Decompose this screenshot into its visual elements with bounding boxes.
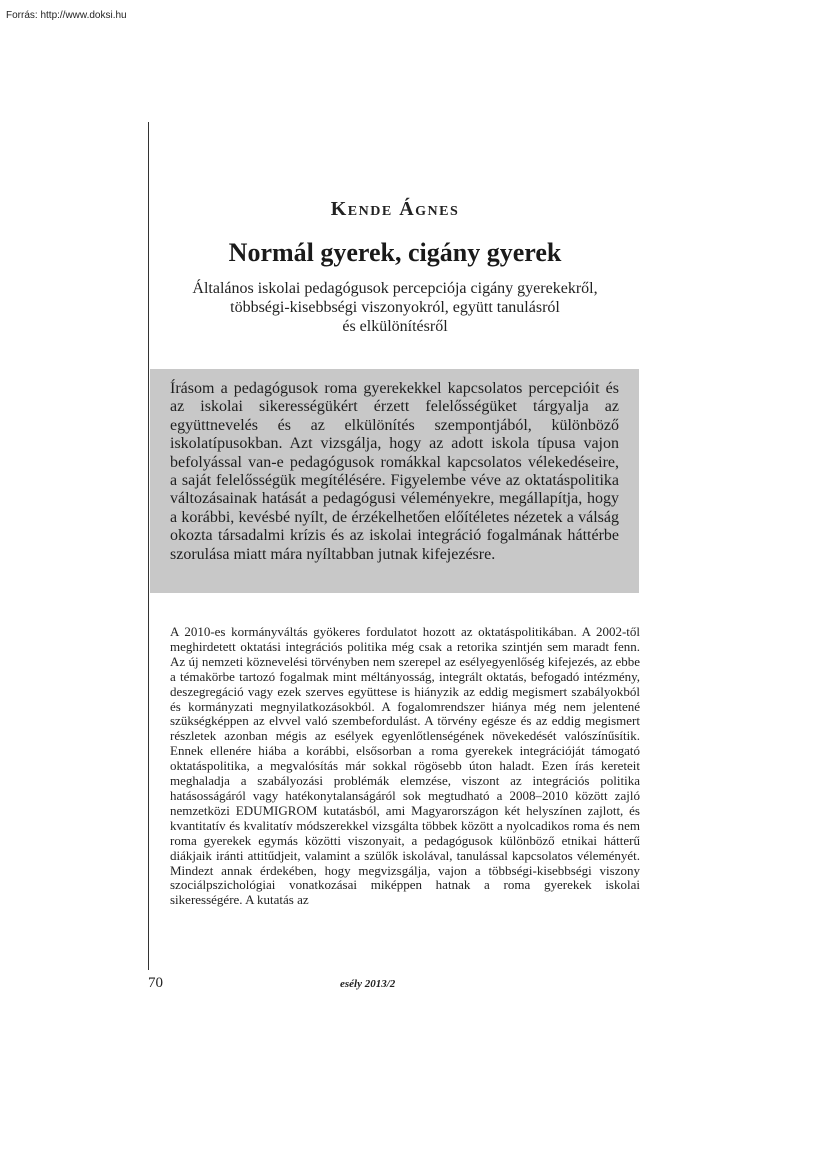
abstract-text: Írásom a pedagógusok roma gyerekekkel kapcsolatos percepcióit és az iskolai sikerességükért érzett felelősségüket tárgyalja az együttnevelés és az elkülönítés szempontjából, különböző iskolatípusokban. Azt vizsgálja, hogy az adott iskola típusa vajon befolyással van-e pedagógusok romákkal kapcsolatos vélekedéseire, a saját felelősségük megítélésére. Figyelembe véve az oktatáspolitika változásainak hatását a pedagógusi véleményekre, megállapítja, hogy a korábbi, kevésbé nyílt, de érzékelhetően előítéletes nézetek a válság okozta társadalmi krízis és az iskolai integráció fogalmának háttérbe szorulása miatt mára nyíltabban jutnak kifejezésre. xyxy=(170,380,619,563)
article-title: Normál gyerek, cigány gyerek xyxy=(228,238,562,267)
body-paragraph: A 2010-es kormányváltás gyökeres fordulatot hozott az oktatáspolitikában. A 2002-től meghirdetett oktatási integrációs politika még csak a retorika szintjén sem maradt fenn. Az új nemzeti köznevelési törvényben nem szerepel az esélyegyenlőség kifejezés, az ebbe a témakörbe tartozó fogalmak mint méltányosság, integrált oktatás, befogadó intézmény, deszegregáció vagy ezek szerves együttese is hiányzik az eddig megismert szabályokból és kormányzati megnyilatkozásokból. A fogalomrendszer hiánya még nem jelentené szükségképpen az elvvel való szembefordulást. A törvény egésze és az eddig megismert részletek azonban mégis az esélyek egyenlőtlenségének növekedését valószínűsítik. Ennek ellenére hiába a korábbi, elsősorban a roma gyerekek integrációját támogató oktatáspolitika, a megvalósítás már sokkal rögösebb úton haladt. Ezen írás kereteit meghaladja a szabályozási problémák elemzése, viszont az integrációs politika hatásosságáról vagy hatékonytalanságáról sok megtudható a 2008–2010 között zajló nemzetközi EDUMIGROM kutatásból, ami Magyarországon két helyszínen zajlott, és kvantitatív és kvalitatív módszerekkel vizsgálta többek között a nyolcadikos roma és nem roma gyerekek egymás közötti viszonyait, a pedagógusok különböző etnikai hátterű diákjaik iránti attitűdjeit, valamint a szülők iskolával, tanulással kapcsolatos véleményét. Mindezt annak érdekében, hogy megvizsgálja, vajon a többségi-kisebbségi viszony szociálpszichológiai vonatkozásai miképpen hatnak a roma gyerekek iskolai sikerességére. A kutatás az xyxy=(170,624,640,908)
subtitle-line: többségi-kisebbségi viszonyokról, együtt tanulásról xyxy=(230,299,560,316)
abstract-box xyxy=(150,369,639,593)
page-number: 70 xyxy=(148,975,163,991)
source-note: Forrás: http://www.doksi.hu xyxy=(6,10,127,21)
vertical-rule xyxy=(148,122,149,970)
article-subtitle xyxy=(160,279,630,336)
subtitle-line: Általános iskolai pedagógusok percepciója cigány gyerekekről, xyxy=(192,280,598,297)
subtitle-line: és elkülönítésről xyxy=(342,318,448,335)
journal-footer: esély 2013/2 xyxy=(340,978,396,990)
author-name: Kende Ágnes xyxy=(330,198,460,220)
